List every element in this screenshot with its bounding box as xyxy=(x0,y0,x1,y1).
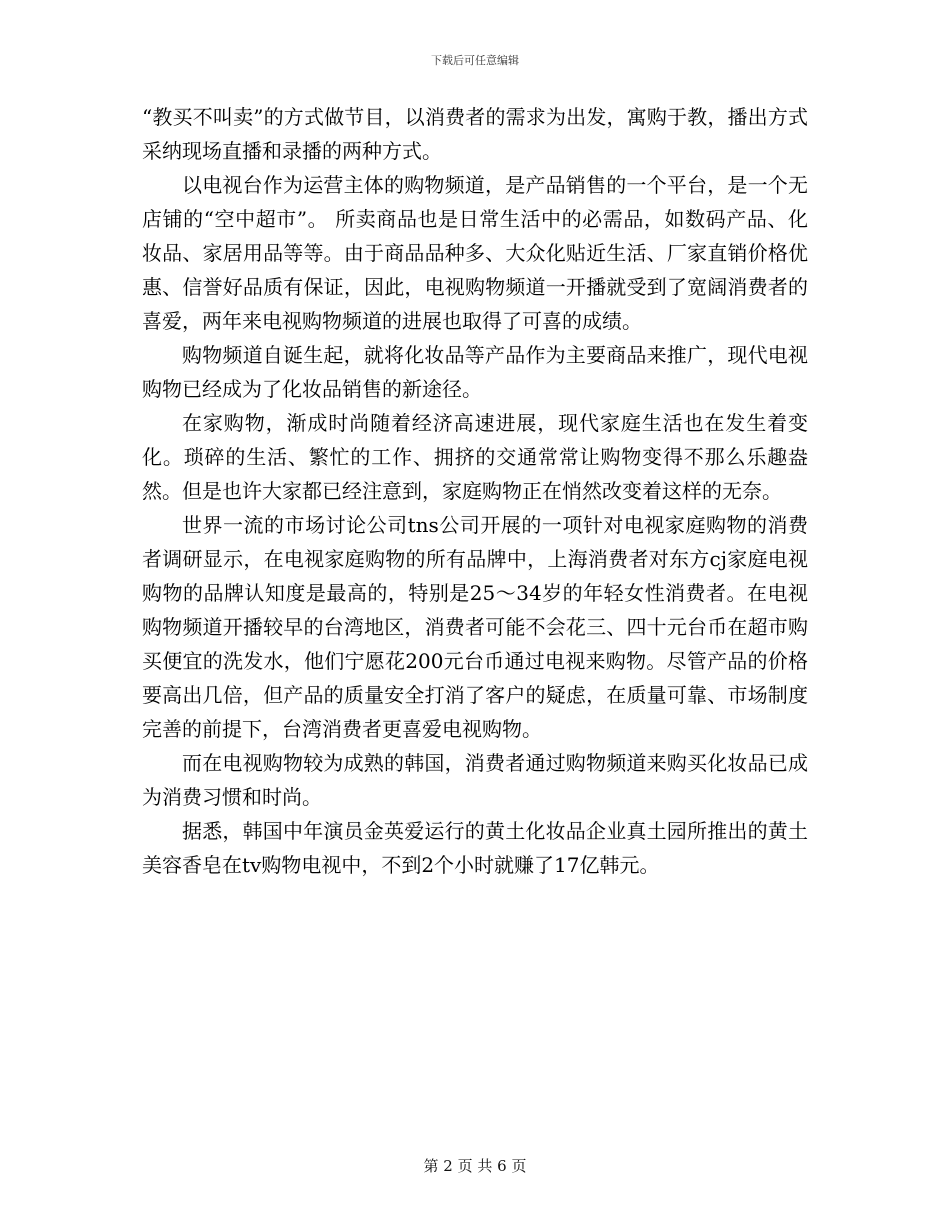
document-body xyxy=(142,100,808,882)
paragraph-1: “教买不叫卖”的方式做节目，以消费者的需求为出发，寓购于教，播出方式采纳现场直播和录播的两种方式。 xyxy=(142,105,808,163)
paragraph-7: 据悉，韩国中年演员金英爱运行的黄土化妆品企业真土园所推出的黄土美容香皂在tv购物电视中，不到2个小时就赚了17亿韩元。 xyxy=(142,819,808,877)
paragraph-6: 而在电视购物较为成熟的韩国，消费者通过购物频道来购买化妆品已成为消费习惯和时尚。 xyxy=(142,751,808,809)
paragraph-4: 在家购物，渐成时尚随着经济高速进展，现代家庭生活也在发生着变化。琐碎的生活、繁忙的工作、拥挤的交通常常让购物变得不那么乐趣盎然。但是也许大家都已经注意到，家庭购物正在悄然改变着这样的无奈。 xyxy=(142,411,808,503)
page-header: 下载后可任意编辑 xyxy=(431,54,519,67)
paragraph-3: 购物频道自诞生起，就将化妆品等产品作为主要商品来推广，现代电视购物已经成为了化妆品销售的新途径。 xyxy=(142,343,808,401)
page-footer: 第 2 页 共 6 页 xyxy=(423,1157,527,1175)
paragraph-2: 以电视台作为运营主体的购物频道，是产品销售的一个平台，是一个无店铺的“空中超市”。 所卖商品也是日常生活中的必需品，如数码产品、化妆品、家居用品等等。由于商品品种多、大众化贴近生活、厂家直销价格优惠、信誉好品质有保证，因此，电视购物频道一开播就受到了宽阔消费者的喜爱，两年来电视购物频道的进展也取得了可喜的成绩。 xyxy=(142,173,808,333)
paragraph-5: 世界一流的市场讨论公司tns公司开展的一项针对电视家庭购物的消费者调研显示，在电视家庭购物的所有品牌中，上海消费者对东方cj家庭电视购物的品牌认知度是最高的，特别是25～34岁的年轻女性消费者。在电视购物频道开播较早的台湾地区，消费者可能不会花三、四十元台币在超市购买便宜的洗发水，他们宁愿花200元台币通过电视来购物。尽管产品的价格要高出几倍，但产品的质量安全打消了客户的疑虑，在质量可靠、市场制度完善的前提下，台湾消费者更喜爱电视购物。 xyxy=(142,513,808,741)
